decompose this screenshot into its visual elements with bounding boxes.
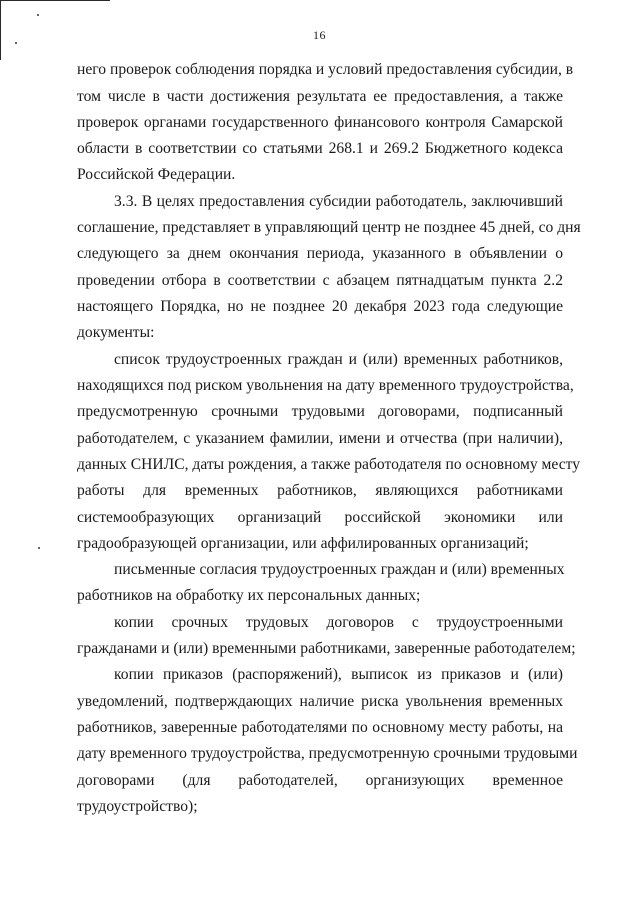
text-line: проведении отбора в соответствии с абзацем пятнадцатым пункта 2.2: [77, 272, 563, 289]
text-line: градообразующей организации, или аффилированных организаций;: [77, 535, 529, 552]
text-line: проверок органами государственного финансового контроля Самарской: [77, 114, 563, 131]
text-line: договорами (для работодателей, организующих временное: [77, 772, 563, 789]
text-line: находящихся под риском увольнения на дату временного трудоустройства,: [77, 377, 574, 394]
text-line: системообразующих организаций российской экономики или: [77, 509, 563, 526]
text-line: данных СНИЛС, даты рождения, а также работодателя по основному месту: [77, 456, 581, 473]
text-line: Российской Федерации.: [77, 166, 236, 183]
text-line: соглашение, представляет в управляющий центр не позднее 45 дней, со дня: [77, 219, 581, 236]
scan-speck: [38, 547, 40, 549]
text-line: документы:: [77, 324, 155, 341]
text-line: работников, заверенные работодателями по основному месту работы, на: [77, 719, 563, 736]
text-line: области в соответствии со статьями 268.1 и 269.2 Бюджетного кодекса: [77, 140, 563, 157]
text-line: него проверок соблюдения порядка и условий предоставления субсидии, в: [77, 61, 574, 78]
text-line: копии срочных трудовых договоров с трудоустроенными: [114, 614, 563, 631]
text-line: дату временного трудоустройства, предусмотренную срочными трудовыми: [77, 745, 578, 762]
scan-edge-top: [0, 0, 110, 1]
text-line: письменные согласия трудоустроенных граждан и (или) временных: [114, 561, 565, 578]
text-line: предусмотренную срочными трудовыми договорами, подписанный: [77, 403, 563, 420]
text-line: работы для временных работников, являющихся работниками: [77, 482, 563, 499]
text-line: работодателем, с указанием фамилии, имени и отчества (при наличии),: [77, 430, 563, 447]
text-line: список трудоустроенных граждан и (или) временных работников,: [114, 351, 563, 368]
text-line: следующего за днем окончания периода, указанного в объявлении о: [77, 245, 563, 262]
text-line: гражданами и (или) временными работниками, заверенные работодателем;: [77, 640, 576, 657]
text-line: работников на обработку их персональных данных;: [77, 587, 421, 604]
text-line: том числе в части достижения результата ее предоставления, а также: [77, 88, 563, 105]
text-line: 3.3. В целях предоставления субсидии работодатель, заключивший: [114, 193, 563, 210]
text-line: трудоустройство);: [77, 798, 198, 815]
page-number: 16: [313, 28, 326, 42]
text-line: уведомлений, подтверждающих наличие риска увольнения временных: [77, 693, 563, 710]
text-line: копии приказов (распоряжений), выписок из приказов и (или): [114, 666, 563, 683]
scan-speck: [37, 14, 39, 16]
text-line: настоящего Порядка, но не позднее 20 декабря 2023 года следующие: [77, 298, 563, 315]
